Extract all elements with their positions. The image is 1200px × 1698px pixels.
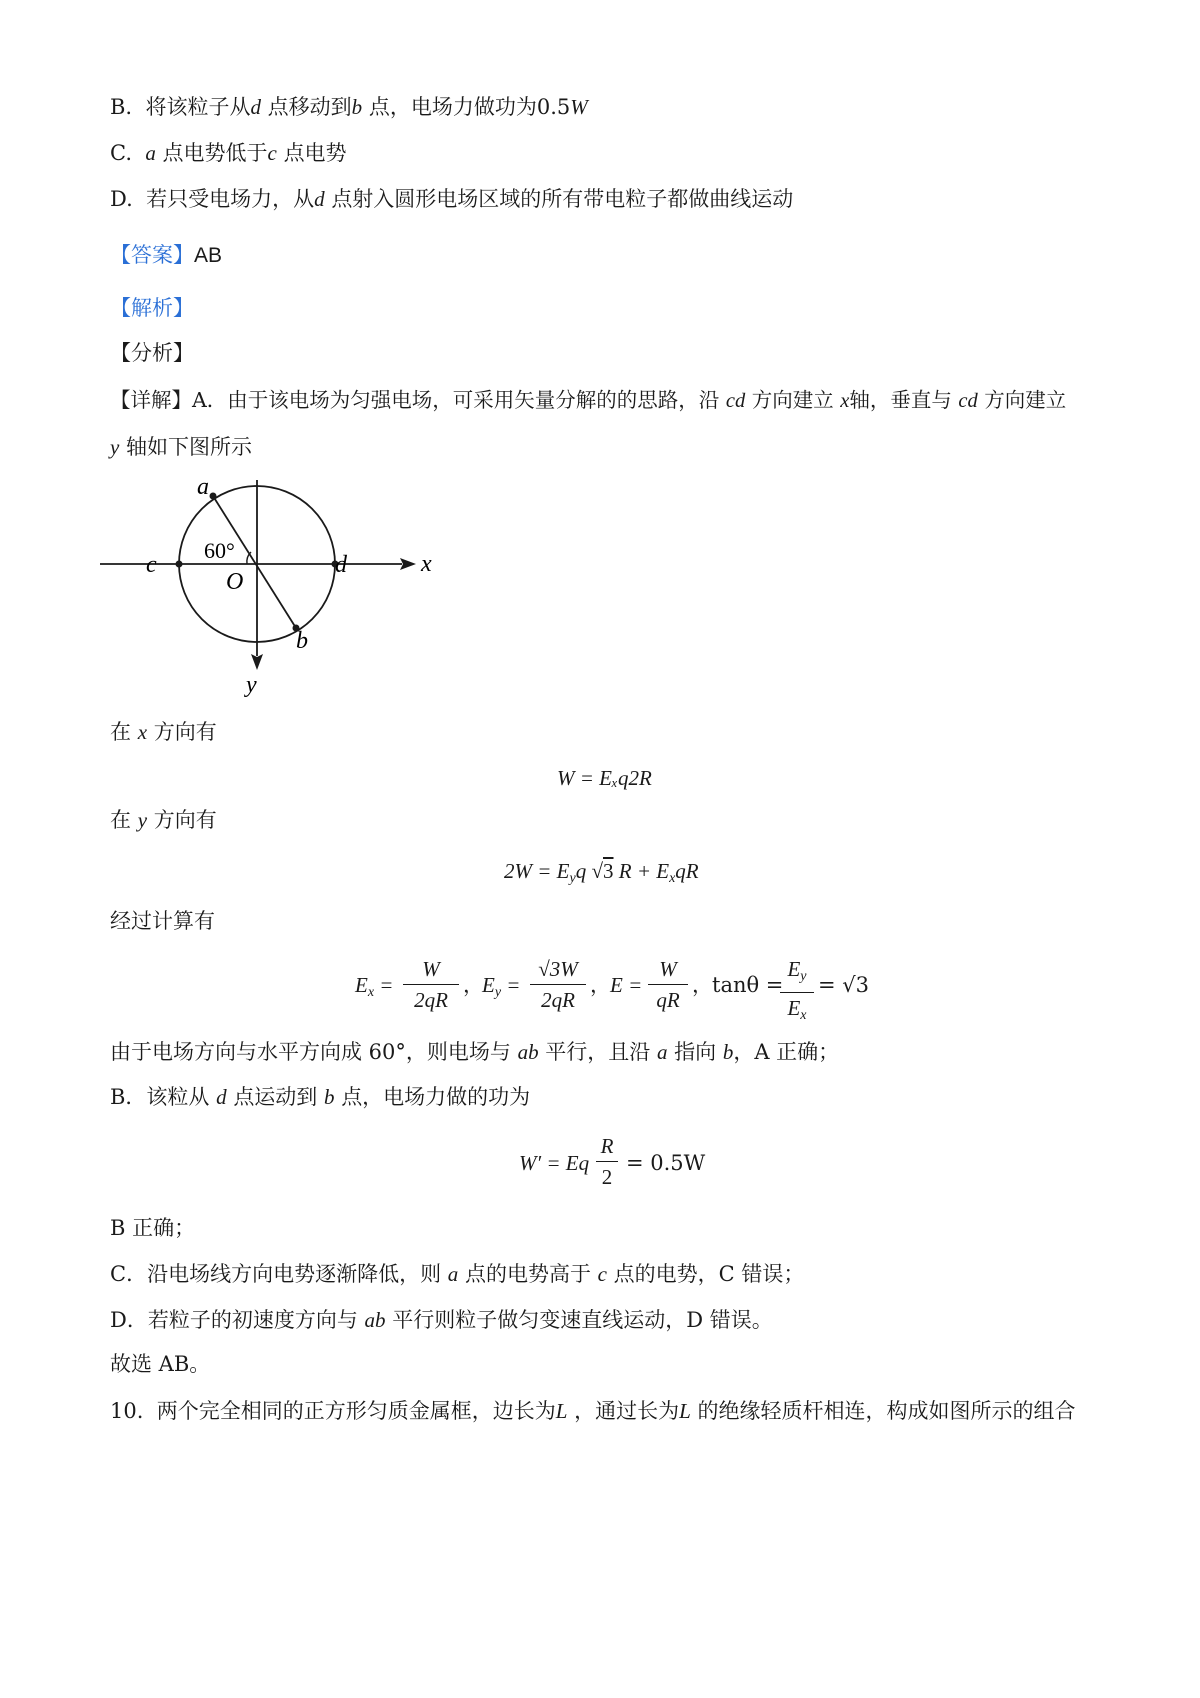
option-label: C. — [110, 141, 132, 165]
y-direction-text: 在 y 方向有 — [110, 808, 217, 832]
option-label: D. — [110, 187, 133, 211]
label-d: d — [335, 552, 347, 578]
conclusion-a: 由于电场方向与水平方向成 60°，则电场与 ab 平行，且沿 a 指向 b，A 正确； — [110, 1040, 840, 1064]
label-y: y — [246, 672, 257, 698]
answer-line — [110, 241, 222, 270]
option-c: C. a 点电势低于c 点电势 — [110, 141, 347, 165]
calc-text: 经过计算有 — [110, 909, 215, 933]
answer-value: AB — [194, 244, 223, 267]
detail-line-1: 【详解】A．由于该电场为匀强电场，可采用矢量分解的的思路，沿 cd 方向建立 x轴，垂直与 cd 方向建立 — [110, 388, 1067, 412]
document-page: B. 将该粒子从d 点移动到b 点，电场力做功为0.5W C. a 点电势低于c 点电势 D. 若只受电场力，从d 点射入圆形电场区域的所有带电粒子都做曲线运动 【答案】AB 【解析】 【分析】 【详解】A．由于该电场为匀强电场，可采用矢量分解的的思路，沿 cd 方向建立 x轴，垂直与 cd 方向建立 y 轴如下图所示 a b c d O x y 60° 在 x 方向有 W = Eₓq2R 在 y 方向有 $2W = E_yq$ √3 $R + E_xqR$ 经过计算有 $E_x$ = W 2qR ， $E_y$ = √3W 2qR ， E = W qR ， tanθ = $E_y$ $E_x$ = √3 由于电场方向与水平方向成 60°，则电场与 ab 平行，且沿 a 指向 b，A 正确； B．该粒从 d 点运动到 b 点，电场力做的功为 W′ = Eq R 2 = 0.5W B 正确； C．沿电场线方向电势逐渐降低，则 a 点的电势高于 c 点的电势，C 错误； D．若粒子的初速度方向与 ab 平行则粒子做匀变速直线运动，D 错误。 故选 AB。 10. 两个完全相同的正方形匀质金属框，边长为L ，通过长为L 的绝缘轻质杆相连，构成如图所示的组合 — [0, 0, 1200, 1698]
option-label: B. — [110, 95, 133, 119]
c-detail: C．沿电场线方向电势逐渐降低，则 a 点的电势高于 c 点的电势，C 错误； — [110, 1262, 805, 1286]
b-detail: B．该粒从 d 点运动到 b 点，电场力做的功为 — [110, 1085, 531, 1109]
x-axis-arrow — [400, 558, 416, 570]
point-c — [176, 561, 183, 568]
label-angle: 60° — [204, 538, 235, 563]
d-detail: D．若粒子的初速度方向与 ab 平行则粒子做匀变速直线运动，D 错误。 — [110, 1308, 773, 1332]
label-x: x — [421, 551, 432, 577]
option-d: D. 若只受电场力，从d 点射入圆形电场区域的所有带电粒子都做曲线运动 — [110, 187, 794, 211]
detail-line-2: y 轴如下图所示 — [110, 435, 253, 459]
equation-2: $2W = E_yq$ √3 $R + E_xqR$ — [504, 859, 699, 886]
x-direction-text: 在 x 方向有 — [110, 720, 217, 744]
equation-1: W = Eₓq2R — [557, 766, 652, 790]
question-10: 10. 两个完全相同的正方形匀质金属框，边长为L ，通过长为L 的绝缘轻质杆相连，构成如图所示的组合 — [110, 1399, 1076, 1423]
label-c: c — [146, 552, 157, 578]
y-axis-arrow — [251, 654, 263, 670]
answer-tag: 【答案】 — [110, 243, 194, 267]
b-correct: B 正确； — [110, 1216, 196, 1240]
label-origin: O — [226, 569, 244, 595]
point-a — [210, 493, 217, 500]
option-b: B. 将该粒子从d 点移动到b 点，电场力做功为0.5W — [110, 95, 588, 119]
label-b: b — [296, 628, 308, 654]
fenxi-tag: 【分析】 — [110, 341, 194, 365]
label-a: a — [197, 480, 209, 500]
final-choice: 故选 AB。 — [110, 1352, 211, 1376]
analysis-tag: 【解析】 — [110, 296, 194, 320]
